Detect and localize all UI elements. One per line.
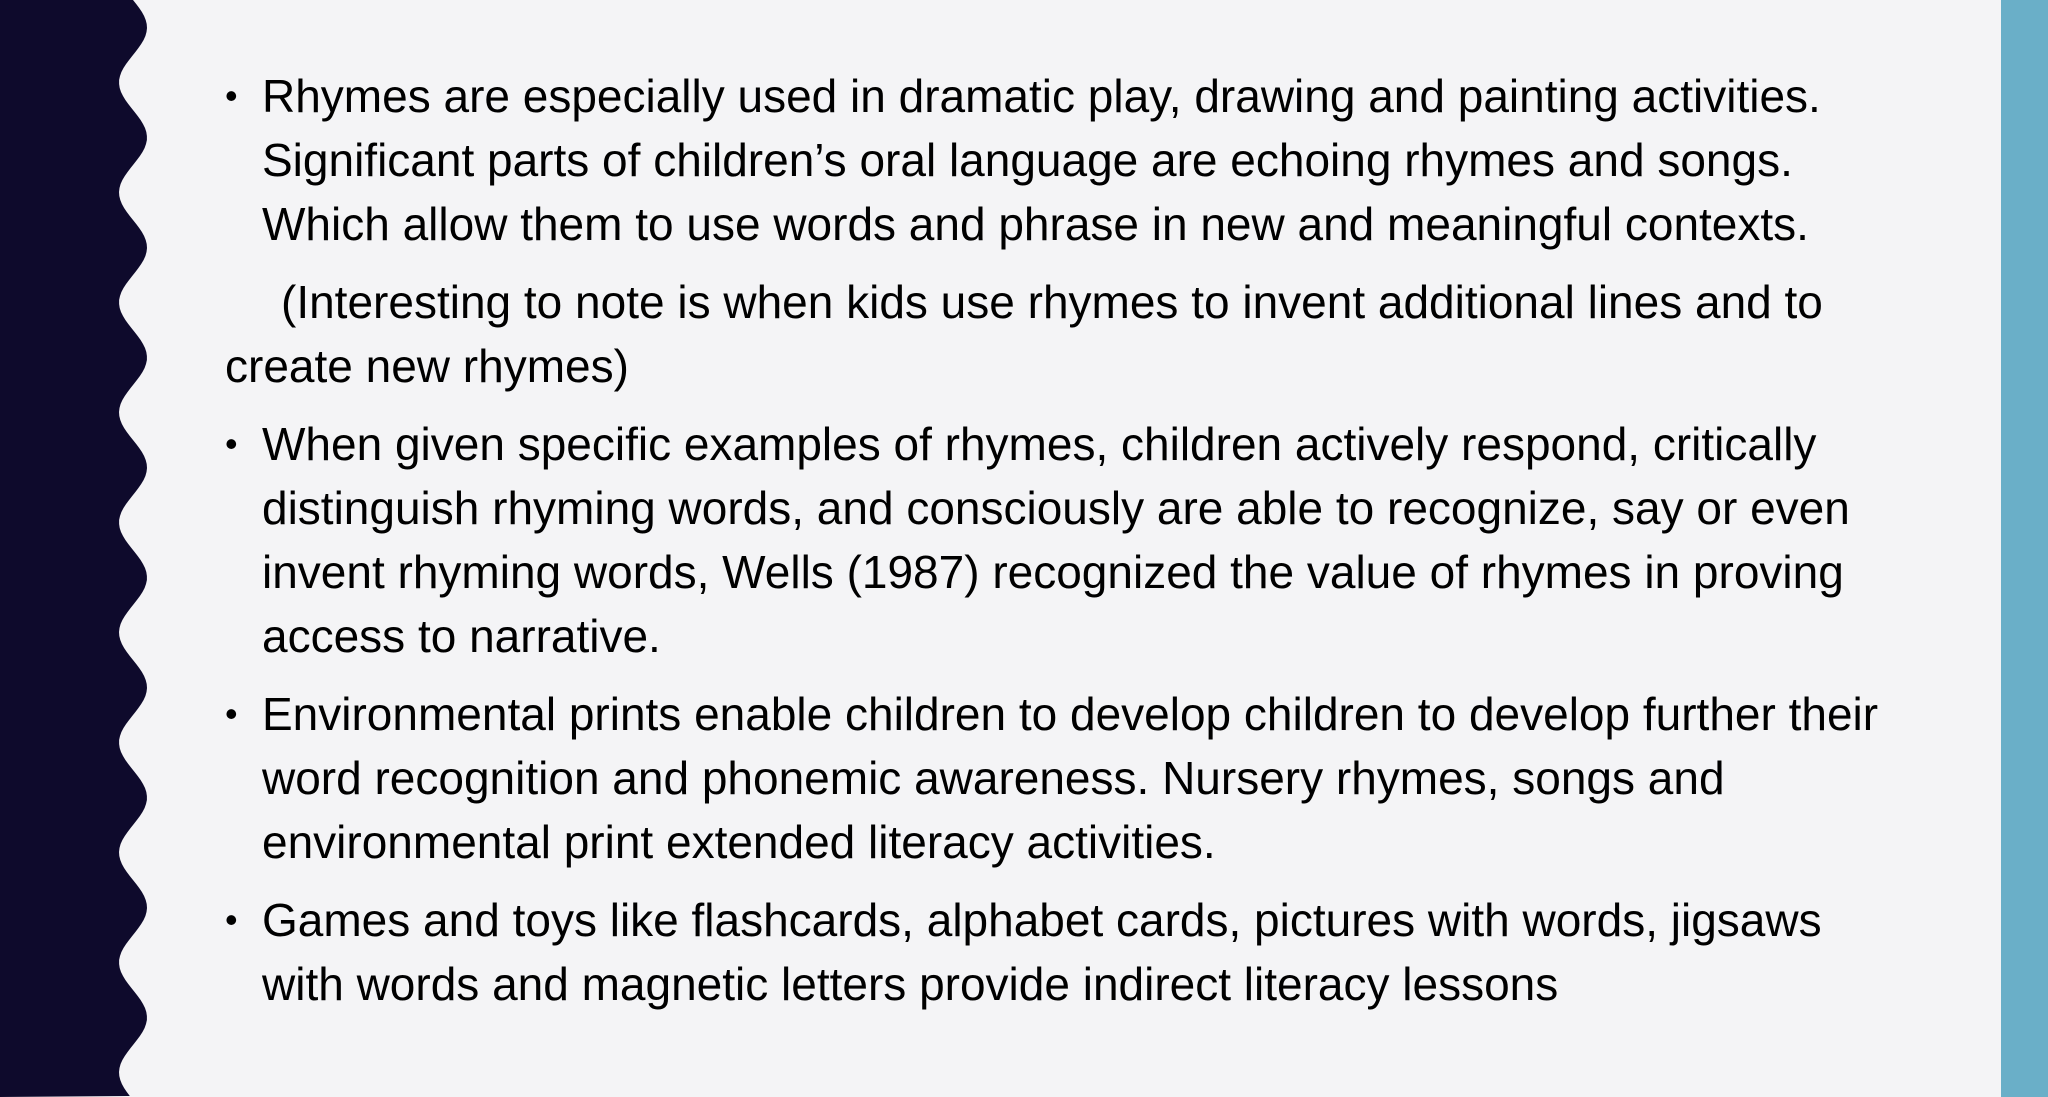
- bullet-text: When given specific examples of rhymes, children actively respond, critically distinguish rhyming words, and consciously are able to recognize, say or even invent rhyming words, Wells (1987) recognized the value of rhymes in proving access to narrative.: [262, 418, 1850, 662]
- bullet-item-2: [225, 412, 1885, 668]
- bullet-item-3: [225, 682, 1885, 874]
- right-accent-bar: [2001, 0, 2048, 1097]
- bullet-item-4: [225, 888, 1885, 1016]
- slide-body: [225, 64, 1885, 1030]
- bullet-item-1: [225, 64, 1885, 256]
- note-paragraph: [225, 270, 1885, 398]
- bullet-text: Games and toys like flashcards, alphabet cards, pictures with words, jigsaws with words and magnetic letters provide indirect literacy lessons: [262, 894, 1822, 1010]
- bullet-dot: •: [225, 899, 238, 940]
- bullet-dot: •: [225, 75, 238, 116]
- bullet-dot: •: [225, 693, 238, 734]
- bullet-text: Environmental prints enable children to develop children to develop further their word recognition and phonemic awareness. Nursery rhymes, songs and environmental print extended literacy activities.: [262, 688, 1879, 868]
- bullet-text: Rhymes are especially used in dramatic play, drawing and painting activities. Significant parts of children’s oral language are echoing rhymes and songs. Which allow them to use words and phrase in new and meaningful contexts.: [262, 70, 1821, 250]
- note-text: (Interesting to note is when kids use rhymes to invent additional lines and to create new rhymes): [225, 276, 1823, 392]
- wavy-left-band: [0, 0, 160, 1097]
- bullet-dot: •: [225, 423, 238, 464]
